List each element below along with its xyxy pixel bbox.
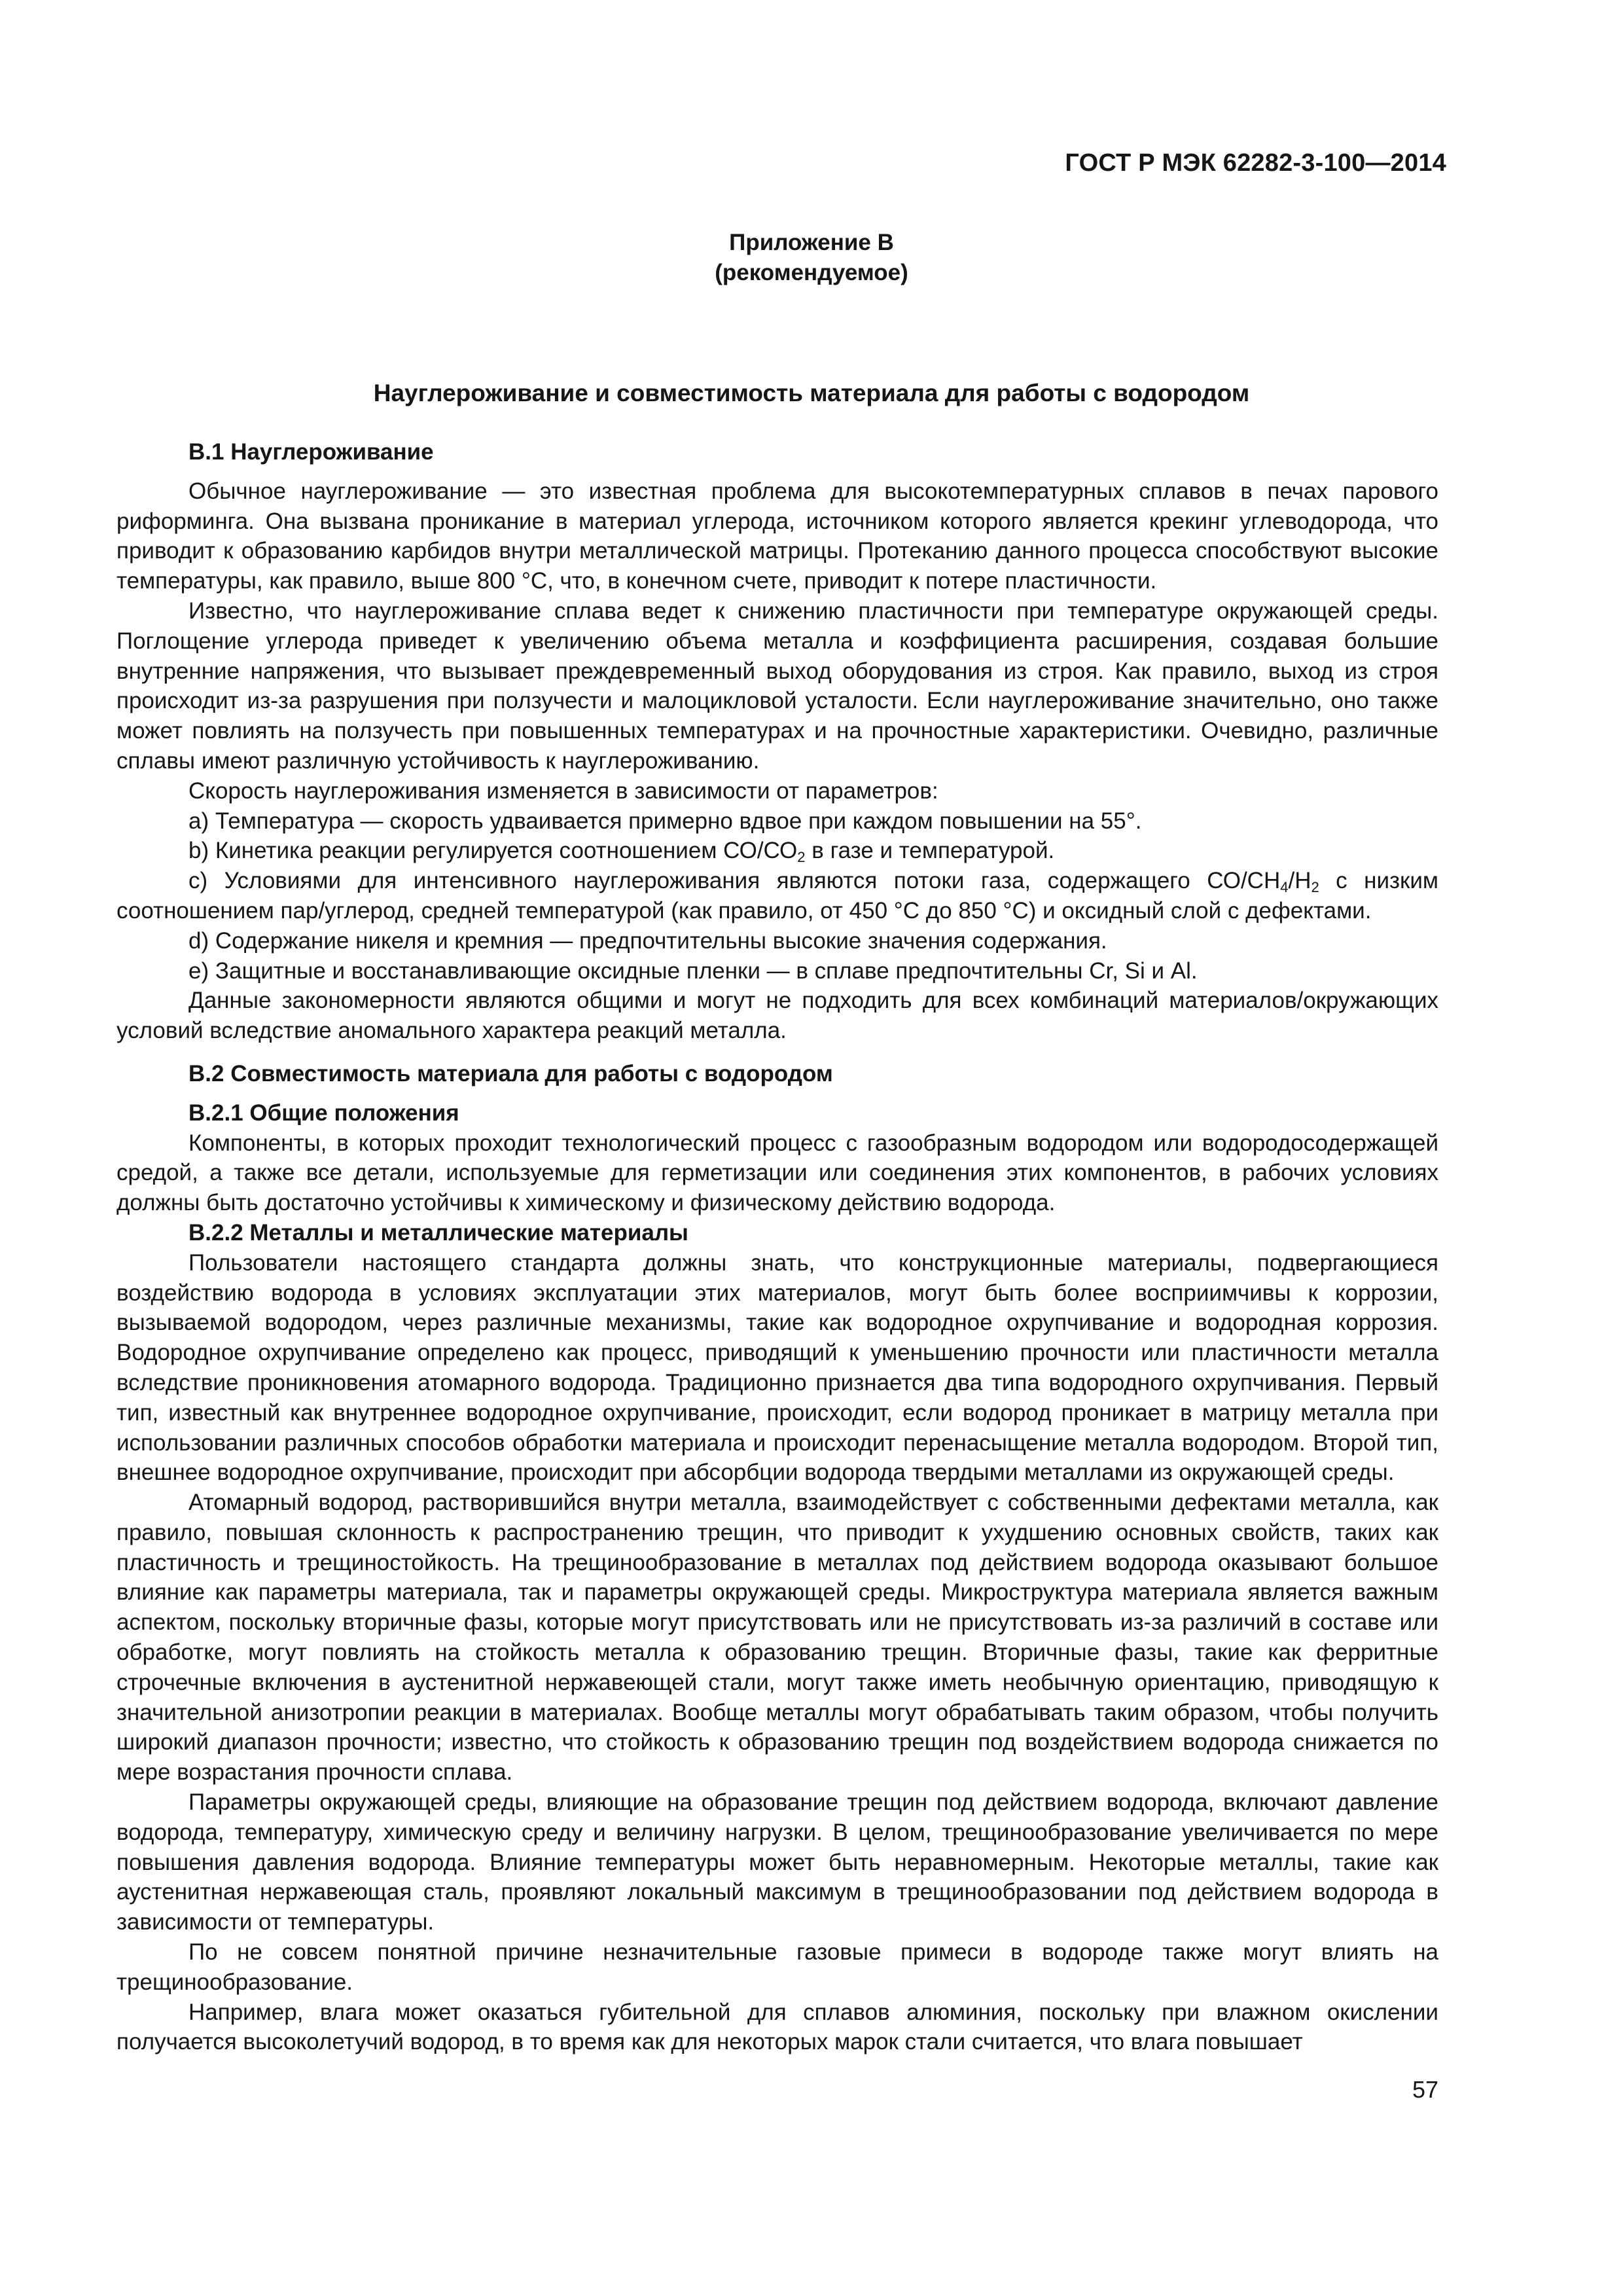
paragraph: По не совсем понятной причине незначительные газовые примеси в водороде также могут влиять на трещинообразование. xyxy=(116,1939,1438,1995)
section-b2-heading: В.2 Совместимость материала для работы с водородом xyxy=(188,1060,833,1086)
list-item: е) Защитные и восстанавливающие оксидные пленки — в сплаве предпочтительны Cr, Si и Al. xyxy=(188,958,1198,984)
appendix-title: Науглероживание и совместимость материала для работы с водородом xyxy=(373,380,1250,406)
list-item: с) Условиями для интенсивного науглероживания являются потоки газа, содержащего $СО/СН_4/H_2$ с низким соотношением пар/углерод, средней температурой (как правило, от 450 °С до 850 °С) и оксидный слой с дефектами. xyxy=(116,868,1438,924)
paragraph: Обычное науглероживание — это известная проблема для высокотемпературных сплавов в печах парового риформинга. Она вызвана проникание в материал углерода, источником которого является крекинг углеводорода, что приводит к образованию карбидов внутри металлической матрицы. Протеканию данного процесса способствуют высокие температуры, как правило, выше 800 °С, что, в конечном счете, приводит к потере пластичности. xyxy=(116,478,1438,594)
section-b2-2-heading: В.2.2 Металлы и металлические материалы xyxy=(188,1219,688,1246)
section-b1-heading: В.1 Науглероживание xyxy=(188,439,434,465)
paragraph: Данные закономерности являются общими и могут не подходить для всех комбинаций материалов/окружающих условий вследствие аномального характера реакций металла. xyxy=(116,988,1438,1044)
list-item: а) Температура — скорость удваивается примерно вдвое при каждом повышении на 55°. xyxy=(188,808,1142,834)
appendix-status: (рекомендуемое) xyxy=(715,260,908,285)
paragraph: Атомарный водород, растворившийся внутри металла, взаимодействует с собственными дефектами металла, как правило, повышая склонность к распространению трещин, что приводит к ухудшению основных свойств, таких как пластичность и трещиностойкость. На трещинообразование в металлах под действием водорода оказывают большое влияние как параметры материала, так и параметры окружающей среды. Микроструктура материала является важным аспектом, поскольку вторичные фазы, которые могут присутствовать или не присутствовать из-за различий в составе или обработке, могут повлиять на стойкость металла к образованию трещин. Вторичные фазы, такие как ферритные строчечные включения в аустенитной нержавеющей стали, могут также иметь необычную ориентацию, приводящую к значительной анизотропии реакции в материалах. Вообще металлы могут обрабатывать таким образом, чтобы получить широкий диапазон прочности; известно, что стойкость к образованию трещин под воздействием водорода снижается по мере возрастания прочности сплава. xyxy=(116,1490,1438,1785)
paragraph: Параметры окружающей среды, влияющие на образование трещин под действием водорода, включают давление водорода, температуру, химическую среду и величину нагрузки. В целом, трещинообразование увеличивается по мере повышения давления водорода. Влияние температуры может быть неравномерным. Некоторые металлы, такие как аустенитная нержавеющая сталь, проявляют локальный максимум в трещинообразовании под действием водорода в зависимости от температуры. xyxy=(116,1789,1438,1935)
section-b2-1-heading: В.2.1 Общие положения xyxy=(188,1100,459,1126)
list-item: b) Кинетика реакции регулируется соотношением $СО/СО_2$ в газе и температурой. xyxy=(188,838,1055,866)
paragraph: Известно, что науглероживание сплава ведет к снижению пластичности при температуре окружающей среды. Поглощение углерода приведет к увеличению объема металла и коэффициента расширения, создавая большие внутренние напряжения, что вызывает преждевременный выход оборудования из строя. Как правило, выход из строя происходит из-за разрушения при ползучести и малоцикловой усталости. Если науглероживание значительно, оно также может повлиять на ползучесть при повышенных температурах и на прочностные характеристики. Очевидно, различные сплавы имеют различную устойчивость к науглероживанию. xyxy=(116,598,1438,774)
list-item: d) Содержание никеля и кремния — предпочтительны высокие значения содержания. xyxy=(188,927,1107,954)
body-text xyxy=(116,437,1438,2057)
appendix-label: Приложение В xyxy=(729,230,894,255)
document-code: ГОСТ Р МЭК 62282-3-100—2014 xyxy=(1065,149,1446,177)
paragraph: Компоненты, в которых проходит технологический процесс с газообразным водородом или водородосодержащей средой, а также все детали, используемые для герметизации или соединения этих компонентов, в рабочих условиях должны быть достаточно устойчивы к химическому и физическому действию водорода. xyxy=(116,1130,1438,1216)
appendix-heading xyxy=(0,228,1623,288)
page-number: 57 xyxy=(1412,2076,1438,2103)
paragraph: Пользователи настоящего стандарта должны знать, что конструкционные материалы, подвергающиеся воздействию водорода в условиях эксплуатации этих материалов, могут быть более восприимчивы к коррозии, вызываемой водородом, через различные механизмы, такие как водородное охрупчивание и водородная коррозия. Водородное охрупчивание определено как процесс, приводящий к уменьшению прочности или пластичности металла вследствие проникновения атомарного водорода. Традиционно признается два типа водородного охрупчивания. Первый тип, известный как внутреннее водородное охрупчивание, происходит, если водород проникает в матрицу металла при использовании различных способов обработки материала и происходит перенасыщение металла водородом. Второй тип, внешнее водородное охрупчивание, происходит при абсорбции водорода твердыми металлами из окружающей среды. xyxy=(116,1249,1438,1486)
paragraph: Например, влага может оказаться губительной для сплавов алюминия, поскольку при влажном окислении получается высоколетучий водород, в то время как для некоторых марок стали считается, что влага повышает xyxy=(116,1999,1438,2055)
paragraph: Скорость науглероживания изменяется в зависимости от параметров: xyxy=(188,778,938,804)
